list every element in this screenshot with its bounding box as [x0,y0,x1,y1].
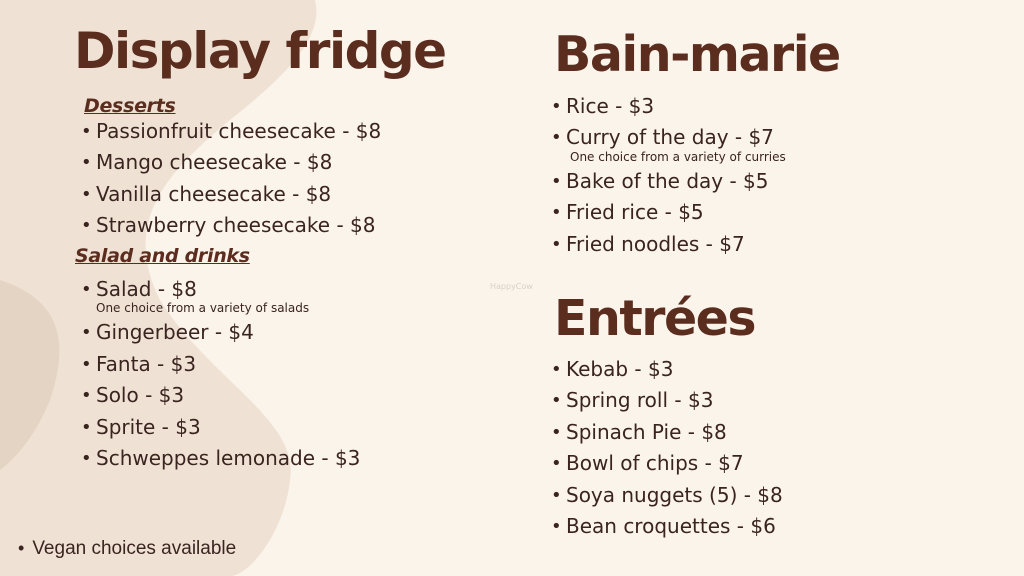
list-item: • Salad - $8 [78,274,360,305]
list-item: • Solo - $3 [78,380,360,411]
list-item: • Mango cheesecake - $8 [78,147,381,178]
salad-drinks-heading: Salad and drinks [75,245,250,267]
list-item: • Rice - $3 [548,91,786,122]
list-item: • Soya nuggets (5) - $8 [548,480,783,511]
list-item: • Gingerbeer - $4 [78,317,360,348]
display-fridge-title: Display fridge [74,22,446,80]
list-item: • Schweppes lemonade - $3 [78,443,360,474]
salad-drinks-list [78,274,360,474]
bain-marie-list [548,91,786,260]
watermark: HappyCow [490,282,533,291]
desserts-list [78,116,381,242]
list-item: • Bean croquettes - $6 [548,511,783,542]
list-item: • Spring roll - $3 [548,385,783,416]
list-item: • Strawberry cheesecake - $8 [78,210,381,241]
entrees-list [548,354,783,542]
vegan-note [18,538,236,560]
list-item: • Passionfruit cheesecake - $8 [78,116,381,147]
list-item: • Curry of the day - $7 [548,122,786,153]
bain-marie-title: Bain-marie [554,26,840,83]
list-item: • Bowl of chips - $7 [548,448,783,479]
desserts-heading: Desserts [84,95,176,117]
list-item: • Fanta - $3 [78,349,360,380]
list-item: • Fried noodles - $7 [548,229,786,260]
list-item: • Bake of the day - $5 [548,166,786,197]
footer-bullet: • [18,538,25,558]
list-item: • Fried rice - $5 [548,197,786,228]
entrees-title: Entrées [554,290,756,347]
list-item: • Vanilla cheesecake - $8 [78,179,381,210]
list-item: • Spinach Pie - $8 [548,417,783,448]
vegan-note-text: Vegan choices available [32,538,237,559]
curry-note: One choice from a variety of curries [570,149,786,164]
list-item: • Kebab - $3 [548,354,783,385]
salad-note: One choice from a variety of salads [96,301,310,316]
list-item: • Sprite - $3 [78,412,360,443]
